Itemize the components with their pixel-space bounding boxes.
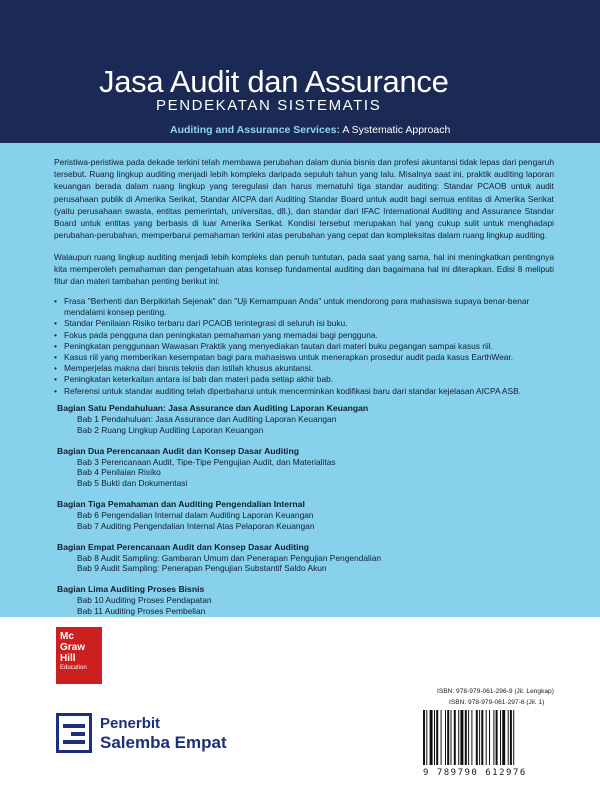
isbn-volume: ISBN: 978-979-061-297-6 (Jil. 1) [449, 699, 545, 706]
chapter-item: Bab 6 Pengendalian Internal dalam Auditing Laporan Keuangan [77, 509, 314, 520]
salemba-logo-icon [56, 713, 92, 753]
logo-text: Education [60, 665, 87, 671]
list-item: • Frasa "Berhenti dan Berpikirlah Sejenak" dan "Uji Kemampuan Anda" untuk mendorong para mahasiswa supaya benar-benar mendalami konsep penting. [54, 296, 559, 318]
salemba-empat-logo [56, 713, 246, 755]
barcode [423, 710, 543, 765]
book-title: Jasa Audit dan Assurance [99, 64, 449, 99]
list-item: • Standar Penilaian Risiko terbaru dari PCAOB terintegrasi di seluruh isi buku. [54, 318, 559, 329]
mcgraw-hill-logo [56, 627, 102, 684]
list-item: • Peningkatan keterkaitan antara isi bab dan materi pada setiap akhir bab. [54, 374, 559, 385]
part-title: Bagian Lima Auditing Proses Bisnis [57, 584, 205, 595]
table-of-contents [57, 403, 557, 627]
publisher-name: Salemba Empat [100, 733, 227, 752]
chapter-item: Bab 3 Perencanaan Audit, Tipe-Tipe Pengujian Audit, dan Materialitas [77, 456, 336, 467]
part-title: Bagian Tiga Pemahaman dan Auditing Pengendalian Internal [57, 498, 305, 509]
part-title: Bagian Empat Perencanaan Audit dan Konsep Dasar Auditing [57, 541, 309, 552]
book-subtitle: PENDEKATAN SISTEMATIS [156, 97, 382, 114]
intro-paragraph: Peristiwa-peristiwa pada dekade terkini telah membawa perubahan dalam dunia bisnis dan profesi akuntansi tidak lepas dari pengaruh tersebut. Ruang lingkup auditing menjadi lebih kompleks daripada sepuluh tahun yang lalu. Misalnya saat ini, praktik auditing laporan keuangan berada dalam ruang lingkup yang teregulasi dan harus mematuhi tiga standar auditing: Standar PCAOB untuk audit perusahaan publik di Amerika Serikat, Standar AICPA dari Auditing Standar Board untuk audit bagi semua entitas di Amerika Serikat (yaitu perusahaan swasta, entitas pemerintah, universitas, dll.), dan standar dari IFAC International Auditing and Assurance Standar Board untuk entitas yang berbasis di luar Amerika Serikat. Kondisi tersebut merupakan hal yang cukup sulit untuk menghadapi perubahan-perubahan, memperbarui pemahaman terkini atas perubahan yang cepat dan kompleksitas dalam ruang lingkup auditing. [54, 157, 554, 241]
isbn-complete: ISBN: 978-979-061-296-9 (Jil. Lengkap) [437, 688, 554, 695]
chapter-item: Bab 5 Bukti dan Dokumentasi [77, 478, 188, 489]
part-section [57, 584, 557, 617]
part-section [57, 542, 557, 575]
english-title [170, 124, 450, 136]
chapter-item: Bab 1 Pendahuluan: Jasa Assurance dan Auditing Laporan Keuangan [77, 414, 337, 424]
list-item: • Fokus pada pengguna dan peningkatan pemahaman yang memadai bagi pengguna. [54, 330, 559, 341]
penerbit-label: Penerbit [100, 715, 161, 732]
chapter-item: Bab 8 Audit Sampling: Gambaran Umum dan Penerapan Pengujian Pengendalian [77, 552, 382, 563]
part-title: Bagian Dua Perencanaan Audit dan Konsep Dasar Auditing [57, 445, 299, 456]
chapter-item: Bab 4 Penilaian Risiko [77, 467, 161, 478]
logo-text: Hill [60, 653, 76, 664]
feature-list [54, 296, 559, 397]
logo-text: Mc [60, 631, 74, 642]
list-item: • Peningkatan penggunaan Wawasan Praktik yang menyediakan tautan dari materi buku pegangan sampai kasus riil. [54, 341, 559, 352]
english-title-bold: Auditing and Assurance Services: [170, 124, 340, 136]
part-title: Bagian Satu Pendahuluan: Jasa Assurance dan Auditing Laporan Keuangan [57, 403, 369, 413]
english-title-rest: A Systematic Approach [340, 124, 451, 136]
chapter-item: Bab 11 Auditing Proses Pembelian [77, 605, 206, 616]
list-item: • Referensi untuk standar auditing telah diperbaharui untuk mencerminkan kodifikasi baru dari standar kejelasan AICPA ASB. [54, 386, 559, 397]
cover-header [0, 0, 600, 143]
logo-text: Graw [60, 642, 86, 653]
list-item: • Memperjelas makna dari bisnis teknis dan istilah khusus akuntansi. [54, 363, 559, 374]
part-section [57, 446, 557, 489]
part-section [57, 403, 557, 436]
chapter-item: Bab 10 Auditing Proses Pendapatan [77, 595, 212, 606]
part-section [57, 499, 557, 532]
chapter-item: Bab 7 Auditing Pengendalian Internal Atas Pelaporan Keuangan [77, 520, 315, 531]
chapter-item: Bab 9 Audit Sampling: Penerapan Pengujian Substantif Saldo Akun [77, 563, 327, 574]
chapter-item: Bab 2 Ruang Lingkup Auditing Laporan Keuangan [77, 424, 264, 435]
features-paragraph: Walaupun ruang lingkup auditing menjadi lebih kompleks dan penuh tuntutan, pada saat yang sama, hal ini meningkatkan pentingnya kita memperoleh pemahaman dan pengetahuan atas konsep fundamental auditing dan bagaimana hal ini diterapkan. Edisi 8 meliputi fitur dan materi tambahan penting berikut ini: [54, 252, 554, 287]
list-item: • Kasus riil yang memberikan kesempatan bagi para mahasiswa untuk menerapkan prosedur audit pada kasus EarthWear. [54, 352, 559, 363]
barcode-digits: 9 789790 612976 [423, 768, 527, 778]
